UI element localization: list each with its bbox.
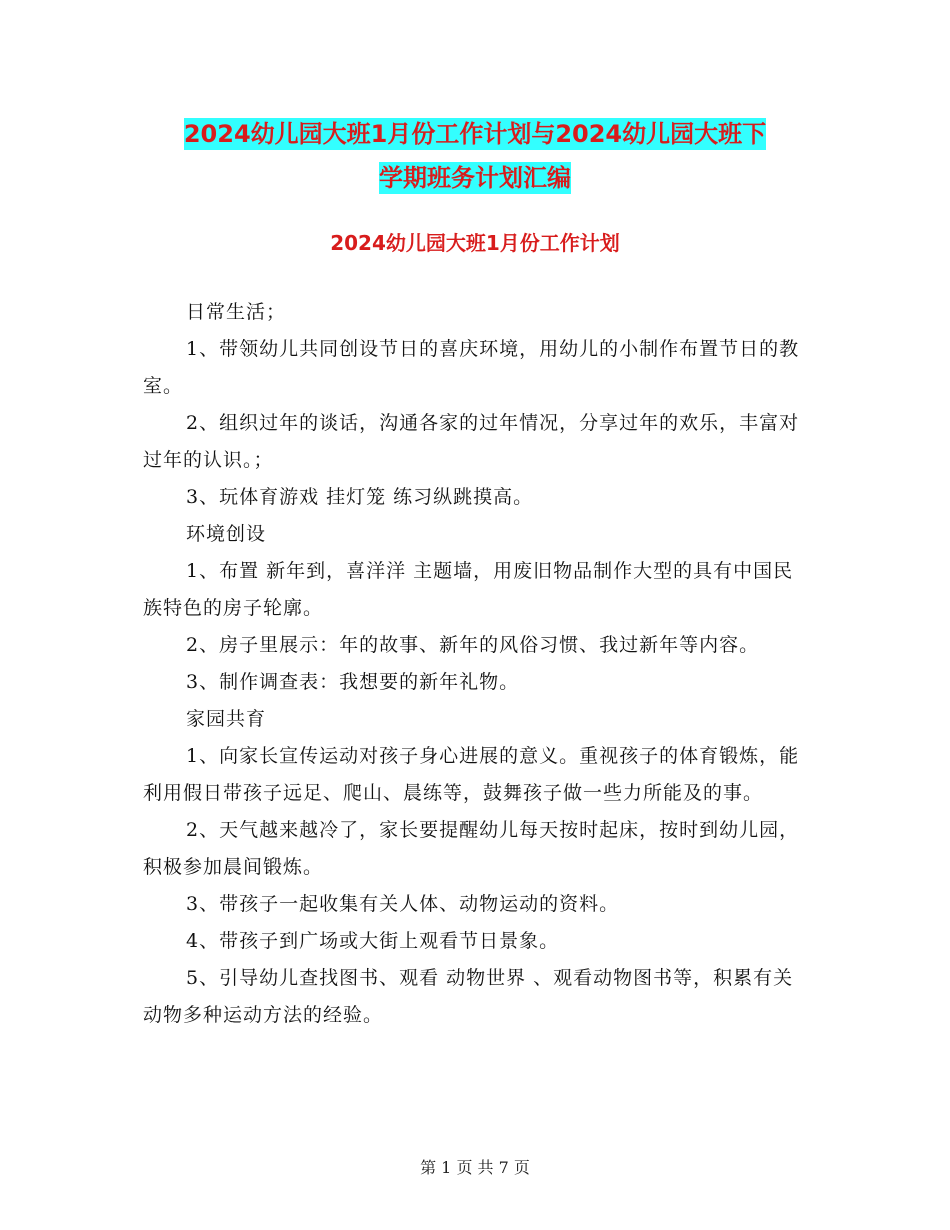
paragraph: 环境创设 [186, 523, 267, 545]
section-title: 2024幼儿园大班1月份工作计划 [330, 231, 620, 255]
document-body [143, 294, 808, 1034]
page-number-footer: 第 1 页 共 7 页 [420, 1158, 530, 1177]
document-title-line-1: 2024幼儿园大班1月份工作计划与2024幼儿园大班下 [183, 120, 767, 148]
document-title-line-2: 学期班务计划汇编 [379, 164, 571, 192]
paragraph: 2、天气越来越冷了，家长要提醒幼儿每天按时起床，按时到幼儿园，积极参加晨间锻炼。 [143, 819, 800, 878]
paragraph: 3、玩体育游戏 挂灯笼 练习纵跳摸高。 [186, 486, 534, 508]
paragraph: 2、组织过年的谈话，沟通各家的过年情况，分享过年的欢乐，丰富对过年的认识。； [143, 412, 800, 471]
paragraph: 5、引导幼儿查找图书、观看 动物世界 、观看动物图书等，积累有关动物多种运动方法的经验。 [143, 967, 794, 1026]
paragraph: 3、制作调查表：我想要的新年礼物。 [186, 671, 520, 693]
paragraph: 1、布置 新年到，喜洋洋 主题墙，用废旧物品制作大型的具有中国民族特色的房子轮廓。 [143, 560, 794, 619]
paragraph: 家园共育 [186, 708, 267, 730]
paragraph: 2、房子里展示：年的故事、新年的风俗习惯、我过新年等内容。 [186, 634, 760, 656]
paragraph: 1、向家长宣传运动对孩子身心进展的意义。重视孩子的体育锻炼，能利用假日带孩子远足、爬山、晨练等，鼓舞孩子做一些力所能及的事。 [143, 745, 800, 804]
paragraph: 4、带孩子到广场或大街上观看节日景象。 [186, 930, 560, 952]
paragraph: 1、带领幼儿共同创设节日的喜庆环境，用幼儿的小制作布置节日的教室。 [143, 338, 800, 397]
paragraph: 3、带孩子一起收集有关人体、动物运动的资料。 [186, 893, 620, 915]
paragraph: 日常生活； [186, 301, 287, 323]
